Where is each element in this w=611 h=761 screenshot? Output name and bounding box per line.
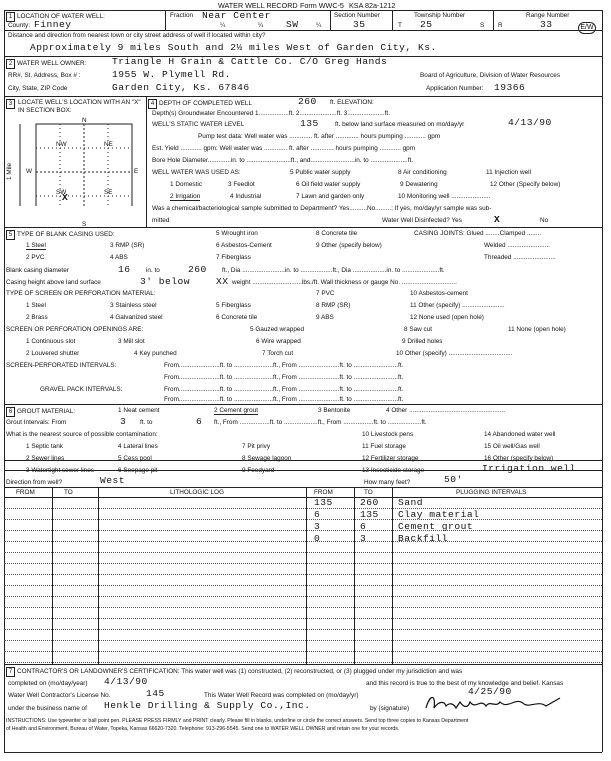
range-ew: E/W bbox=[578, 22, 596, 34]
rule bbox=[4, 752, 602, 753]
contam-3: 3 Watertight sewer lines bbox=[26, 467, 94, 474]
range-label: Range Number bbox=[526, 12, 570, 19]
plugging-desc: Clay material bbox=[398, 509, 480, 520]
section-number-7: 7 bbox=[6, 667, 15, 677]
rule bbox=[146, 96, 147, 227]
form-number: Form WWC-5 bbox=[300, 1, 344, 10]
owner-name: Triangle H Grain & Cattle Co. C/O Greg Hands bbox=[112, 56, 388, 67]
plugging-from: 3 bbox=[314, 521, 321, 532]
contam-6: 6 Seepage pit bbox=[118, 467, 158, 474]
log-row-line bbox=[4, 563, 602, 564]
log-from-header: FROM bbox=[16, 489, 35, 496]
rule bbox=[4, 227, 602, 228]
casing-weight-tail: weight ............................lbs./ft. Wall thickness or gauge No. ............................... bbox=[232, 279, 457, 286]
township-s: S bbox=[480, 22, 485, 29]
rule bbox=[4, 404, 602, 405]
casing-height: 3' below bbox=[140, 276, 191, 287]
owner-label: WATER WELL OWNER: bbox=[17, 60, 87, 67]
casing-threaded: Threaded ........................ bbox=[484, 254, 556, 261]
cert-line-2a: completed on (mo/day/year) bbox=[8, 680, 88, 687]
direction-label: Direction from well? bbox=[6, 479, 63, 486]
opening-8: 8 Saw cut bbox=[404, 326, 433, 333]
rule bbox=[4, 497, 602, 498]
groundwater-line: Depth(s) Groundwater Encountered 1.................ft. 2.....................ft. 3.....................ft. bbox=[152, 110, 390, 117]
opening-11: 11 None (open hole) bbox=[508, 326, 566, 333]
quadrant-se: SE bbox=[104, 189, 113, 196]
city-label: City, State, ZIP Code bbox=[8, 85, 68, 92]
plugging-to: 6 bbox=[360, 521, 367, 532]
screen-label: TYPE OF SCREEN OR PERFORATION MATERIAL: bbox=[6, 290, 156, 297]
address-value: 1955 W. Plymell Rd. bbox=[112, 69, 231, 80]
rule bbox=[392, 10, 393, 30]
use-3: 3 Feedlot bbox=[228, 181, 255, 188]
direction-value: West bbox=[100, 475, 126, 486]
plugging-to: 260 bbox=[360, 497, 379, 508]
grout-4: 4 Other ...................................................... bbox=[386, 407, 505, 414]
contam-10: 10 Livestock pens bbox=[362, 431, 414, 438]
plugging-desc: Sand bbox=[398, 497, 424, 508]
grout-to: 6 bbox=[196, 416, 203, 427]
casing-5: 5 Wrought iron bbox=[216, 230, 258, 237]
screen-1: 1 Steel bbox=[26, 302, 46, 309]
contam-14: 14 Abandoned water well bbox=[484, 431, 556, 438]
perf-row-2: From.......................ft. to ......................ft., From .......................ft. to .........................ft. bbox=[164, 374, 404, 381]
opening-9: 9 Drilled holes bbox=[402, 338, 443, 345]
disinfected-no: No bbox=[540, 217, 549, 224]
section-label: Section Number bbox=[334, 12, 380, 19]
township-t: T bbox=[398, 22, 402, 29]
perf-intervals-label: SCREEN-PERFORATED INTERVALS: bbox=[6, 362, 117, 369]
static-label: WELL'S STATIC WATER LEVEL bbox=[152, 121, 245, 128]
section-number-1: 1 bbox=[6, 12, 15, 22]
use-label: WELL WATER WAS USED AS: bbox=[152, 169, 241, 176]
use-5: 5 Public water supply bbox=[290, 169, 351, 176]
mile-label: 1 Mile bbox=[6, 162, 13, 180]
screen-5: 5 Fiberglass bbox=[216, 302, 251, 309]
cert-line-3a: Water Well Contractor's License No. bbox=[8, 692, 111, 699]
quadrant-ne: NE bbox=[104, 141, 113, 148]
form-title: WATER WELL RECORD bbox=[218, 1, 298, 10]
casing-1-underlined: 1 Steel bbox=[26, 242, 46, 249]
openings-label: SCREEN OR PERFORATION OPENINGS ARE: bbox=[6, 326, 144, 333]
static-tail: ft. below land surface measured on mo/day/yr bbox=[335, 121, 465, 128]
rule bbox=[354, 487, 355, 664]
contam-16-value: Irrigation well bbox=[482, 463, 576, 474]
log-row-line bbox=[4, 618, 602, 619]
use-6: 6 Oil field water supply bbox=[296, 181, 361, 188]
log-row-line bbox=[4, 640, 602, 641]
rule bbox=[52, 487, 53, 664]
contam-4: 4 Lateral lines bbox=[118, 443, 158, 450]
quarter-a: ¼ bbox=[220, 22, 226, 29]
fraction-label: Fraction bbox=[170, 12, 194, 19]
township-label: Township Number bbox=[414, 12, 466, 19]
cert-line-4a: under the business name of bbox=[8, 705, 87, 712]
opening-3: 3 Mill slot bbox=[118, 338, 145, 345]
address-label: RR#, St. Address, Box # : bbox=[8, 72, 81, 79]
disinfected-label: Water Well Disinfected? Yes bbox=[382, 217, 462, 224]
rule bbox=[4, 30, 602, 31]
log-row-line bbox=[4, 519, 602, 520]
contam-1: 1 Septic tank bbox=[26, 443, 63, 450]
screen-4: 4 Galvanized steel bbox=[110, 314, 163, 321]
use-9: 9 Dewatering bbox=[400, 181, 438, 188]
screen-8: 8 RMP (SR) bbox=[316, 302, 351, 309]
plugging-from: 6 bbox=[314, 509, 321, 520]
plugging-desc: Cement grout bbox=[398, 521, 474, 532]
section-number-2: 2 bbox=[6, 59, 15, 69]
frame-top bbox=[4, 10, 602, 11]
app-label: Application Number: bbox=[426, 85, 484, 92]
casing-4: 4 ABS bbox=[110, 254, 128, 261]
log-row-line bbox=[4, 585, 602, 586]
county-value: Finney bbox=[34, 19, 72, 30]
casing-2: 2 PVC bbox=[26, 254, 45, 261]
perf-row-1: From.......................ft. to ......................ft., From .......................ft. to .........................ft. bbox=[164, 362, 404, 369]
feet-value: 50' bbox=[444, 474, 463, 485]
well-location-x: X bbox=[62, 192, 69, 203]
use-11: 11 Injection well bbox=[486, 169, 531, 176]
compass-e: E bbox=[134, 168, 139, 175]
cert-business: Henkle Drilling & Supply Co.,Inc. bbox=[104, 700, 311, 711]
contam-5: 5 Cess pool bbox=[118, 455, 152, 462]
board-label: Board of Agriculture, Division of Water Resources bbox=[420, 72, 561, 79]
grout-from: 3 bbox=[120, 416, 127, 427]
rule bbox=[306, 487, 307, 664]
opening-1: 1 Continuous slot bbox=[26, 338, 76, 345]
cert-line-2b: and this record is true to the best of my knowledge and belief. Kansas bbox=[366, 680, 564, 687]
app-value: 19366 bbox=[494, 82, 526, 93]
disinfected-x: X bbox=[494, 214, 501, 225]
opening-6: 6 Wire wrapped bbox=[256, 338, 301, 345]
compass-s: S bbox=[82, 221, 87, 228]
rule bbox=[330, 10, 331, 30]
contam-16: 16 Other (specify below) bbox=[484, 455, 554, 462]
casing-joints: CASING JOINTS: Glued ........Clamped ........ bbox=[414, 230, 542, 237]
grout-tail: ft., From .................ft. to ...................ft., From .................ft. to ...................ft. bbox=[214, 419, 427, 426]
rule bbox=[4, 487, 602, 488]
log-row-line bbox=[4, 530, 602, 531]
section-number-4: 4 bbox=[148, 99, 157, 109]
cert-line-1: CONTRACTOR'S OR LANDOWNER'S CERTIFICATION: This water well was (1) constructed, (2) reconstructed, or (3) plugged under my jurisdiction and was bbox=[17, 668, 463, 675]
casing-6: 6 Asbestos-Cement bbox=[216, 242, 272, 249]
frame-right bbox=[602, 10, 603, 752]
rule bbox=[4, 664, 602, 665]
depth-value: 260 bbox=[298, 96, 317, 107]
use-4: 4 Industrial bbox=[230, 193, 262, 200]
in-to: in. to bbox=[146, 267, 160, 274]
grout-intervals-label: Grout Intervals: From bbox=[6, 419, 67, 426]
compass-n: N bbox=[82, 117, 87, 124]
rule bbox=[493, 10, 494, 30]
use-7: 7 Lawn and garden only bbox=[296, 193, 365, 200]
log-lith-header: LITHOLOGIC LOG bbox=[170, 489, 224, 496]
opening-4: 4 Key punched bbox=[134, 350, 177, 357]
grout-3: 3 Bentonite bbox=[318, 407, 351, 414]
log-to2-header: TO bbox=[364, 489, 373, 496]
use-2-underlined: 2 Irrigation bbox=[170, 193, 201, 200]
contam-7: 7 Pit privy bbox=[242, 443, 271, 450]
opening-5: 5 Gauzed wrapped bbox=[250, 326, 305, 333]
log-from2-header: FROM bbox=[314, 489, 333, 496]
casing-3: 3 RMP (SR) bbox=[110, 242, 145, 249]
log-row-line bbox=[4, 541, 602, 542]
rule bbox=[165, 10, 166, 30]
mitted: mitted bbox=[152, 217, 170, 224]
casing-diameter-label: Blank casing diameter bbox=[6, 267, 69, 274]
static-date: 4/13/90 bbox=[508, 117, 552, 128]
opening-10: 10 Other (specify) .................................... bbox=[396, 350, 513, 357]
location-label: LOCATION OF WATER WELL: bbox=[17, 13, 105, 20]
screen-11: 11 Other (specify) ........................ bbox=[410, 302, 505, 309]
grout-2-underlined: 2 Cement grout bbox=[214, 407, 259, 414]
township-value: 25 bbox=[420, 19, 433, 30]
log-plug-header: PLUGGING INTERVALS bbox=[456, 489, 527, 496]
grout-label: GROUT MATERIAL: bbox=[17, 408, 75, 415]
instructions-2: of Health and Environment, Bureau of Water, Topeka, Kansas 66620-7320. Telephone: 913-296-5545. Send one to WATER WELL OWNER and retain one for your records. bbox=[6, 726, 400, 732]
casing-welded: Welded ........................ bbox=[484, 242, 550, 249]
plugging-from: 0 bbox=[314, 533, 321, 544]
casing-diameter-tail: ft., Dia ........................in. to ..................ft., Dia ...................in. to .....................ft. bbox=[222, 267, 445, 274]
pump-test: Pump test data: Well water was ............. ft. after ............. hours pumping ............ gpm bbox=[198, 133, 441, 140]
casing-diameter: 16 bbox=[118, 264, 131, 275]
casing-depth: 260 bbox=[188, 264, 207, 275]
quarter-c: SW bbox=[286, 19, 299, 30]
est-yield: Est. Yield ............ gpm: Well water was ............. ft. after ............. hours pumping ............ gpm bbox=[152, 145, 416, 152]
casing-7: 7 Fiberglass bbox=[216, 254, 251, 261]
gravel-row-2: From.......................ft. to ......................ft., From .......................ft. to .........................ft. bbox=[164, 396, 404, 403]
plugging-desc: Backfill bbox=[398, 533, 449, 544]
contam-12: 12 Fertilizer storage bbox=[362, 455, 419, 462]
plugging-to: 3 bbox=[360, 533, 367, 544]
instructions-1: INSTRUCTIONS: Use typewriter or ball point pen. PLEASE PRESS FIRMLY and PRINT clearly. Please fill in blanks, underline or circle the correct answers. Send top three copies to Kansas Department bbox=[6, 718, 469, 724]
feet-label: How many feet? bbox=[364, 479, 411, 486]
screen-10: 10 Asbestos-cement bbox=[410, 290, 468, 297]
contam-8: 8 Sewage lagoon bbox=[242, 455, 292, 462]
screen-2: 2 Brass bbox=[26, 314, 48, 321]
log-row-line bbox=[4, 574, 602, 575]
casing-height-label: Casing height above land surface bbox=[6, 279, 101, 286]
cert-line-3b: This Water Well Record was completed on (mo/day/yr) bbox=[204, 692, 359, 699]
contam-13: 13 Insecticide storage bbox=[362, 467, 425, 474]
quadrant-sw: SW bbox=[56, 189, 67, 196]
section-box-label: LOCATE WELL'S LOCATION WITH AN "X" IN SECTION BOX: bbox=[18, 99, 141, 114]
screen-7: 7 PVC bbox=[316, 290, 335, 297]
elevation-label: ft. ELEVATION: bbox=[330, 99, 374, 106]
quadrant-nw: NW bbox=[56, 141, 67, 148]
fraction-value: Near Center bbox=[202, 10, 271, 21]
cert-date-1: 4/13/90 bbox=[104, 676, 148, 687]
chem-sample: Was a chemical/bacteriological sample submitted to Department? Yes..........No.........; If yes, mo/day/yr sample was sub- bbox=[152, 205, 492, 212]
ft-to: ft. to bbox=[140, 419, 153, 426]
form-ksa: KSA 82a-1212 bbox=[349, 1, 396, 10]
opening-2: 2 Louvered shutter bbox=[26, 350, 80, 357]
use-8: 8 Air conditioning bbox=[398, 169, 447, 176]
section-number-5: 5 bbox=[6, 230, 15, 240]
contam-11: 11 Fuel storage bbox=[362, 443, 406, 450]
plugging-from: 135 bbox=[314, 497, 333, 508]
contam-15: 15 Oil well/Gas well bbox=[484, 443, 540, 450]
use-1: 1 Domestic bbox=[170, 181, 202, 188]
casing-8: 8 Concrete tile bbox=[316, 230, 358, 237]
contam-2: 2 Sewer lines bbox=[26, 455, 65, 462]
city-value: Garden City, Ks. 67846 bbox=[112, 82, 250, 93]
section-value: 35 bbox=[353, 19, 366, 30]
screen-9: 9 ABS bbox=[316, 314, 334, 321]
casing-9: 9 Other (specify below) bbox=[316, 242, 382, 249]
bore-hole: Bore Hole Diameter.............in. to .........................ft., and.........................in. to .....................ft. bbox=[152, 157, 414, 164]
gravel-row-1: From.......................ft. to ......................ft., From .......................ft. to .........................ft. bbox=[164, 386, 404, 393]
section-number-3: 3 bbox=[6, 99, 15, 109]
signature bbox=[420, 690, 570, 716]
use-10: 10 Monitoring well ...................... bbox=[398, 193, 491, 200]
distance-label: Distance and direction from nearest town or city street address of well if located within city? bbox=[8, 32, 266, 39]
plugging-to: 135 bbox=[360, 509, 379, 520]
range-value: 33 bbox=[540, 19, 553, 30]
opening-7: 7 Torch cut bbox=[262, 350, 294, 357]
log-row-line bbox=[4, 607, 602, 608]
distance-value: Approximately 9 miles South and 2½ miles West of Garden City, Ks. bbox=[30, 42, 437, 53]
county-label: County: bbox=[8, 22, 31, 29]
grout-1: 1 Neat cement bbox=[118, 407, 160, 414]
rule bbox=[98, 487, 99, 664]
log-row-line bbox=[4, 629, 602, 630]
log-row-line bbox=[4, 596, 602, 597]
casing-label: TYPE OF BLANK CASING USED: bbox=[17, 231, 115, 238]
rule bbox=[392, 487, 393, 664]
screen-3: 3 Stainless steel bbox=[110, 302, 157, 309]
range-r: R bbox=[498, 22, 503, 29]
static-value: 135 bbox=[300, 118, 319, 129]
compass-w: W bbox=[26, 168, 33, 175]
cert-line-4b: by (signature) bbox=[370, 705, 410, 712]
quarter-d: ¼ bbox=[316, 22, 322, 29]
log-row-line bbox=[4, 508, 602, 509]
section-box-graphic bbox=[14, 116, 144, 206]
contamination-label: What is the nearest source of possible contamination: bbox=[6, 431, 158, 438]
cert-license: 145 bbox=[146, 688, 165, 699]
contam-9: 9 Feedyard bbox=[242, 467, 275, 474]
screen-6: 6 Concrete tile bbox=[216, 314, 258, 321]
depth-label: DEPTH OF COMPLETED WELL bbox=[159, 100, 253, 107]
quarter-b: ¼ bbox=[258, 22, 264, 29]
casing-weight: XX bbox=[216, 276, 229, 287]
log-row-line bbox=[4, 552, 602, 553]
use-12: 12 Other (Specify below) bbox=[490, 181, 561, 188]
gravel-label: GRAVEL PACK INTERVALS: bbox=[40, 386, 123, 393]
log-row-line bbox=[4, 651, 602, 652]
section-number-6: 6 bbox=[6, 407, 15, 417]
screen-12: 12 None used (open hole) bbox=[410, 314, 484, 321]
cert-date-2: 4/25/90 bbox=[468, 686, 512, 697]
log-to-header: TO bbox=[64, 489, 73, 496]
log-row-line bbox=[4, 662, 602, 663]
